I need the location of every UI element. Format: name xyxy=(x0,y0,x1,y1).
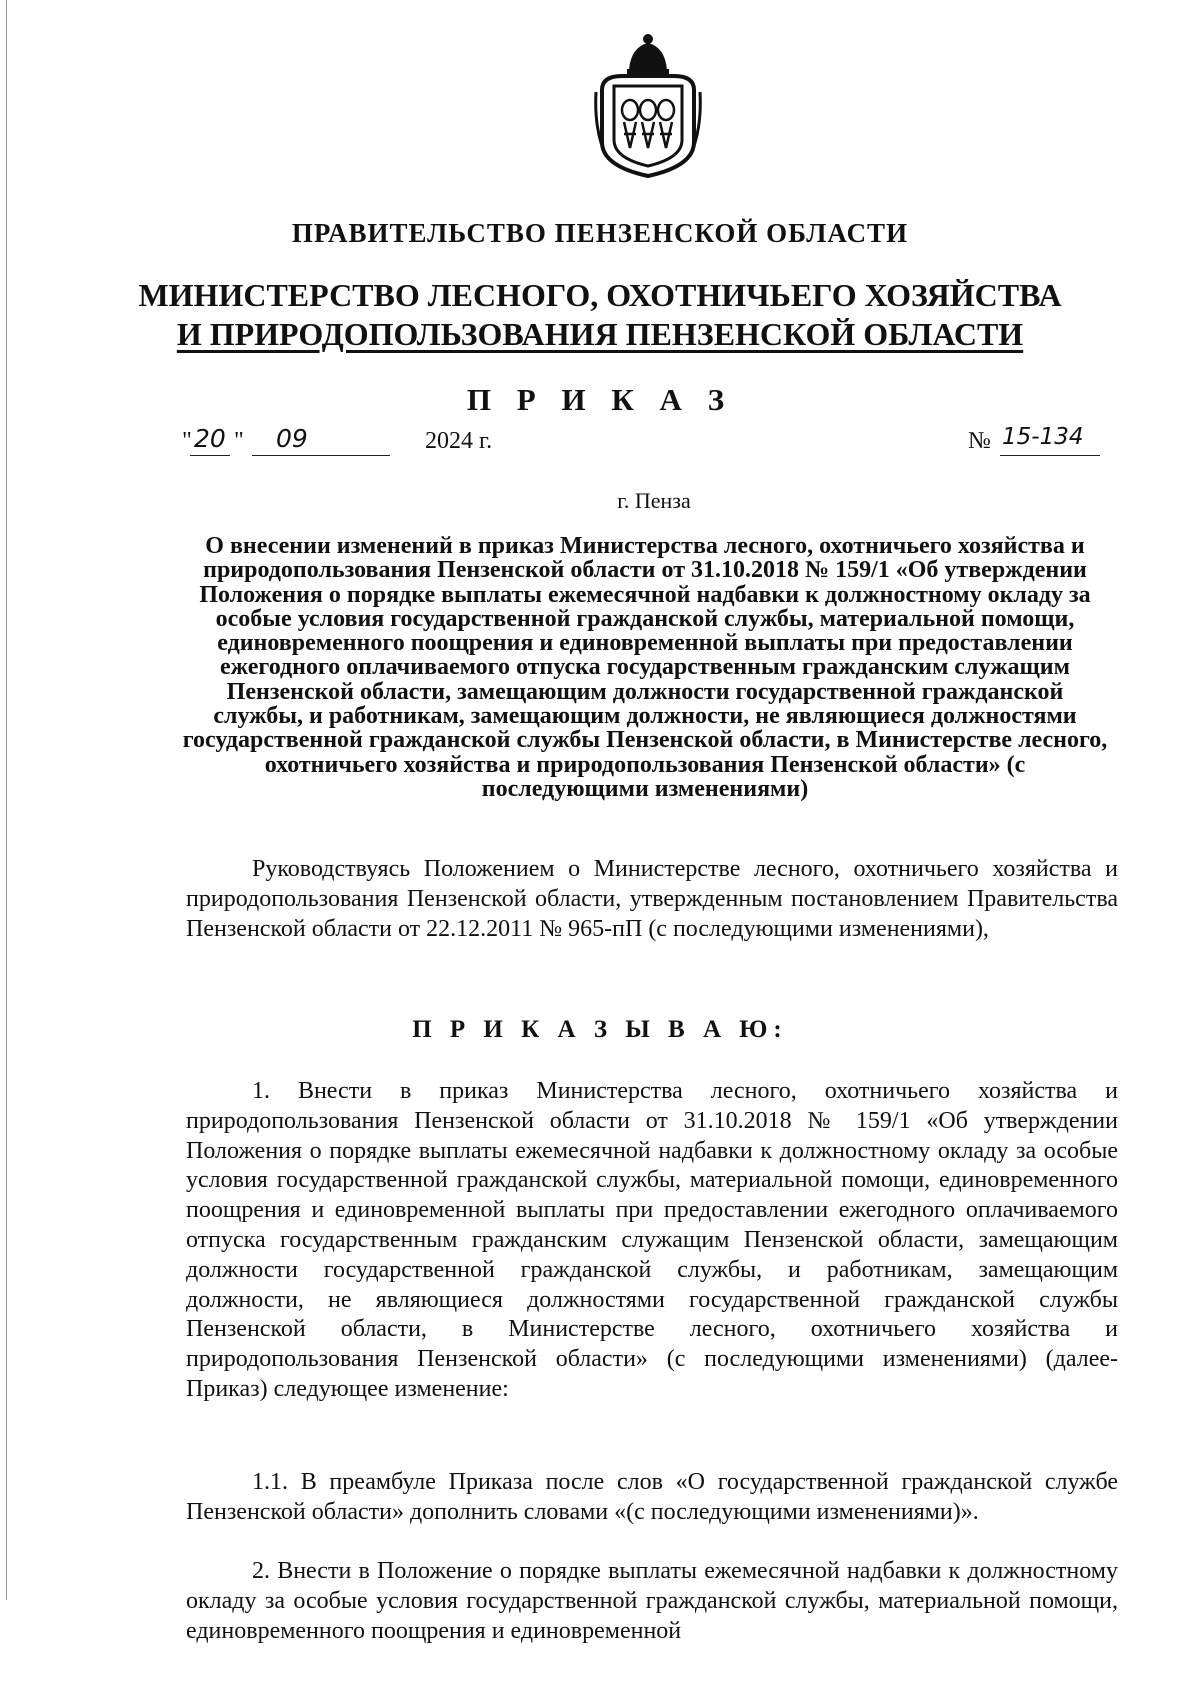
date-month: 09 xyxy=(276,424,308,453)
date-day: 20 xyxy=(194,424,226,453)
ministry-heading-line2: И ПРИРОДОПОЛЬЗОВАНИЯ ПЕНЗЕНСКОЙ ОБЛАСТИ xyxy=(176,316,1024,352)
order-number-value: 15-134 xyxy=(1002,424,1084,450)
ministry-heading-line1: МИНИСТЕРСТВО ЛЕСНОГО, ОХОТНИЧЬЕГО ХОЗЯЙСТВА xyxy=(138,277,1062,313)
city-line: г. Пенза xyxy=(617,488,691,513)
order-title: О внесении изменений в приказ Министерства лесного, охотничьего хозяйства и природопользования Пензенской области от 31.10.2018 № 159/1 «Об утверждении Положения о порядке выплаты ежемесячной надбавки к должностному окладу за особые условия государственной гражданской службы, материальной помощи, единовременного поощрения и единовременной выплаты при предоставлении ежегодного оплачиваемого отпуска государственным гражданским служащим Пензенской области, замещающим должности государственной гражданской службы, и работникам, замещающим должности, не являющиеся должностями государственной гражданской службы Пензенской области, в Министерстве лесного, охотничьего хозяйства и природопользования Пензенской области» (с последующими изменениями) xyxy=(182,533,1108,802)
date-month-underline xyxy=(252,455,390,456)
item-1-paragraph: 1. Внести в приказ Министерства лесного, охотничьего хозяйства и природопользования Пензенской области от 31.10.2018 № 159/1 «Об утверждении Положения о порядке выплаты ежемесячной надбавки к должностному окладу за особые условия государственной гражданской службы, материальной помощи, единовременного поощрения и единовременной выплаты при предоставлении ежегодного оплачиваемого отпуска государственным гражданским служащим Пензенской области, замещающим должности государственной гражданской службы, и работникам, замещающим должности, не являющиеся должностями государственной гражданской службы Пензенской области, в Министерстве лесного, охотничьего хозяйства и природопользования Пензенской области» (с последующими изменениями) (далее-Приказ) следующее изменение: xyxy=(186,1078,1118,1402)
government-heading: ПРАВИТЕЛЬСТВО ПЕНЗЕНСКОЙ ОБЛАСТИ xyxy=(291,218,909,248)
date-day-underline xyxy=(190,455,230,456)
date-quote-open: " xyxy=(182,428,192,454)
date-year: 2024 г. xyxy=(425,428,493,454)
order-number-prefix: № xyxy=(968,428,991,454)
date-quote-close: " xyxy=(234,428,244,454)
item-2-paragraph: 2. Внести в Положение о порядке выплаты ежемесячной надбавки к должностному окладу за особые условия государственной гражданской службы, материальной помощи, единовременного поощрения и единовременной xyxy=(186,1558,1118,1644)
item-1-1-paragraph: 1.1. В преамбуле Приказа после слов «О государственной гражданской службе Пензенской области» дополнить словами «(с последующими изменениями)». xyxy=(186,1469,1118,1525)
order-number-underline xyxy=(1000,455,1100,456)
document-type-heading: П Р И К А З xyxy=(466,382,734,417)
order-directive-heading: П Р И К А З Ы В А Ю: xyxy=(412,1016,788,1043)
preamble-paragraph: Руководствуясь Положением о Министерстве лесного, охотничьего хозяйства и природопользования Пензенской области, утвержденным постановлением Правительства Пензенской области от 22.12.2011 № 965-пП (с последующими изменениями), xyxy=(186,856,1118,942)
coat-of-arms-icon xyxy=(592,30,704,180)
